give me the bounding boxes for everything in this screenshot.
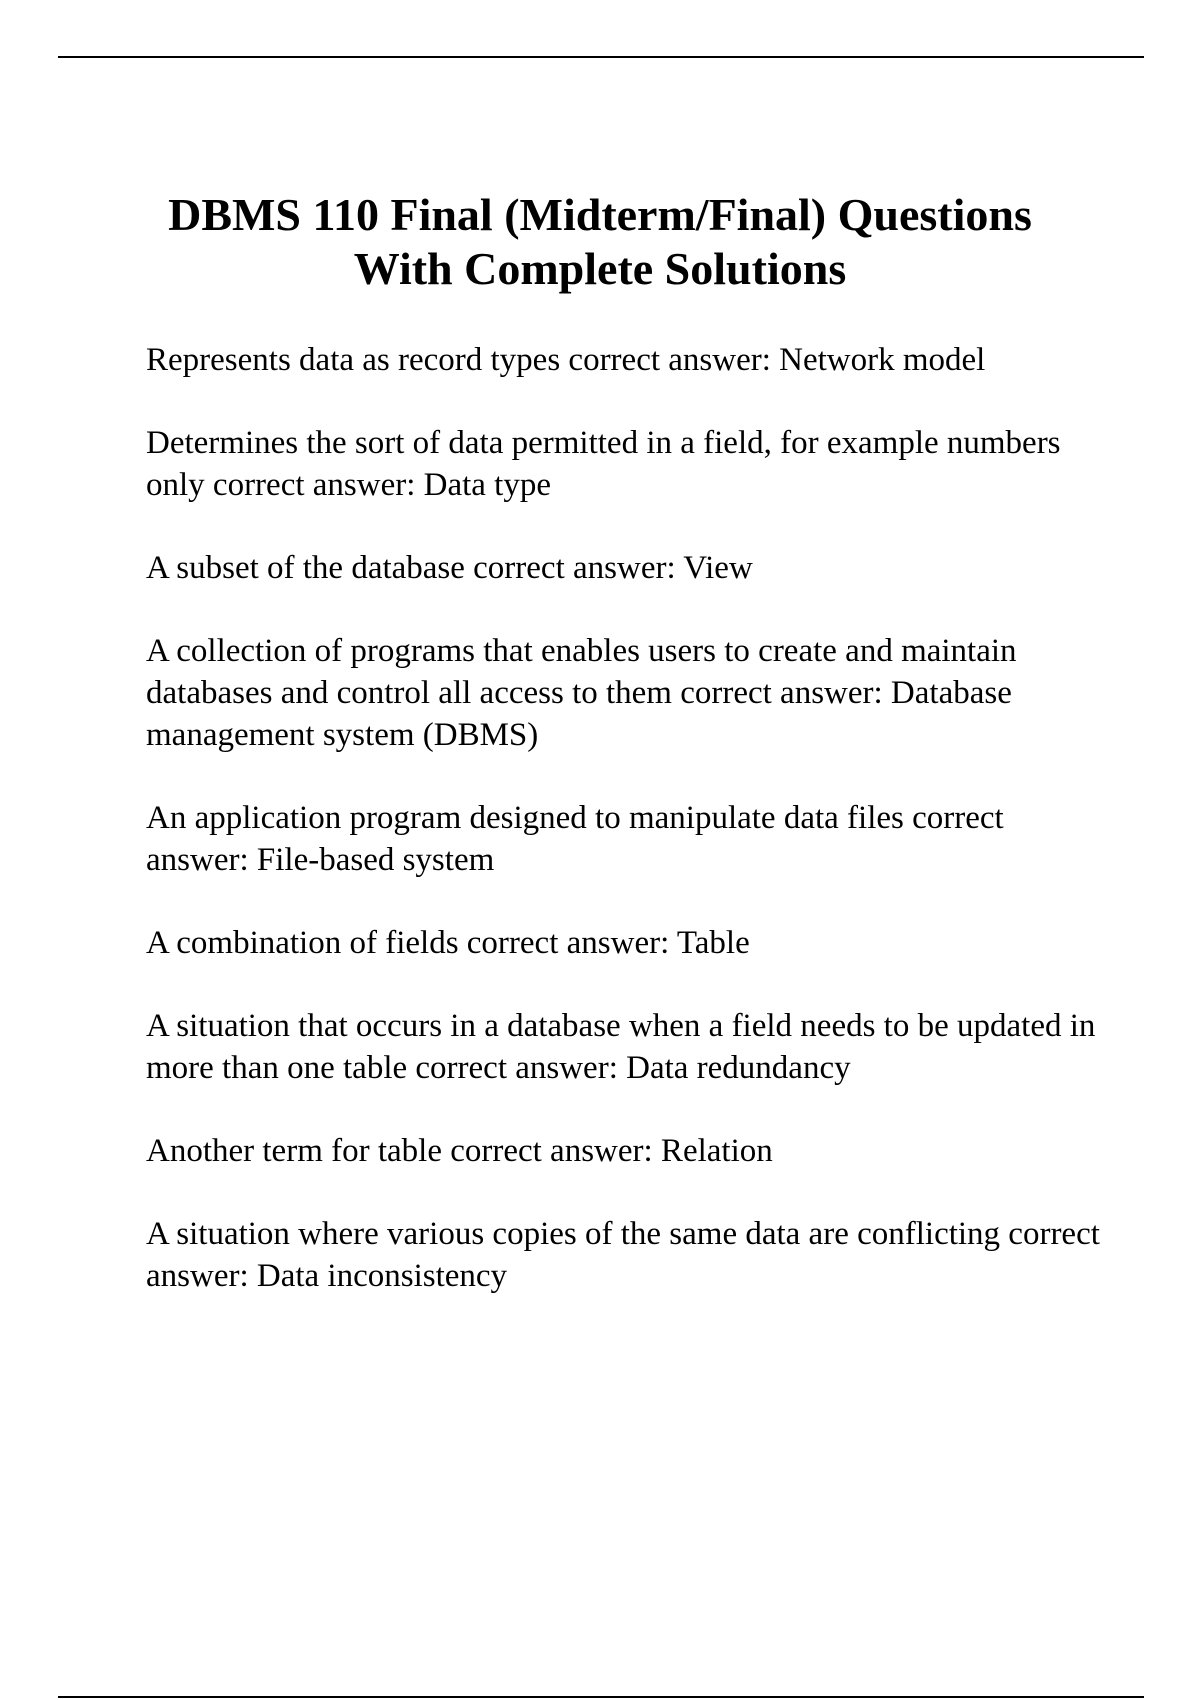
qa-item-2: Determines the sort of data permitted in a field, for example numbers only correct answer: Data type (146, 425, 1061, 503)
qa-list (146, 339, 1101, 1338)
bottom-rule (58, 1696, 1144, 1698)
title-line-1: DBMS 110 Final (Midterm/Final) Questions (168, 189, 1032, 240)
qa-item-6: A combination of fields correct answer: Table (146, 925, 750, 961)
qa-item-3: A subset of the database correct answer: View (146, 550, 753, 586)
page-title (100, 188, 1100, 296)
title-line-2: With Complete Solutions (353, 243, 847, 294)
qa-item-7: A situation that occurs in a database when a field needs to be updated in more than one table correct answer: Data redundancy (146, 1008, 1096, 1086)
qa-item-8: Another term for table correct answer: Relation (146, 1133, 773, 1169)
qa-item-4: A collection of programs that enables users to create and maintain databases and control all access to them correct answer: Database management system (DBMS) (146, 633, 1017, 753)
qa-item-9: A situation where various copies of the same data are conflicting correct answer: Data inconsistency (146, 1216, 1100, 1294)
top-rule (58, 56, 1144, 58)
qa-item-5: An application program designed to manipulate data files correct answer: File-based system (146, 800, 1004, 878)
qa-item-1: Represents data as record types correct answer: Network model (146, 342, 986, 378)
